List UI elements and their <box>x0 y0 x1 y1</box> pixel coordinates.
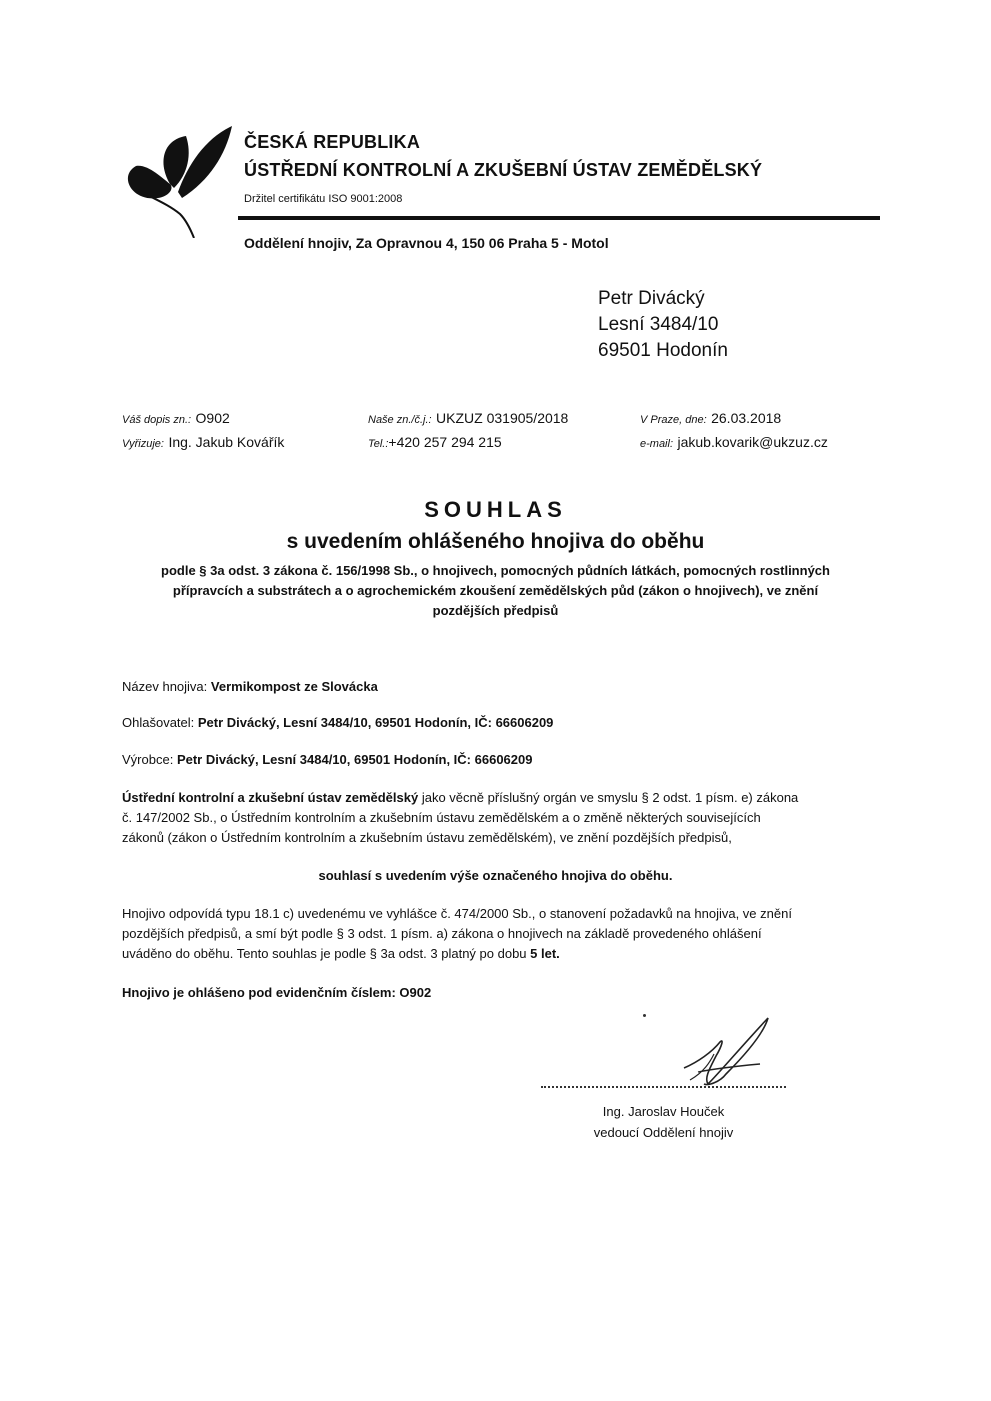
authority-paragraph <box>122 788 892 848</box>
producer-value: Petr Divácký, Lesní 3484/10, 69501 Hodonín, IČ: 66606209 <box>176 752 533 767</box>
phone-value: +420 257 294 215 <box>388 434 502 450</box>
recipient-city: 69501 Hodonín <box>598 340 728 361</box>
signer-position: vedoucí Oddělení hnojiv <box>593 1125 734 1140</box>
document-subtitle: s uvedením ohlášeného hnojiva do oběhu <box>286 530 705 553</box>
header-divider <box>238 216 880 220</box>
type-text: pozdějších předpisů, a smí být podle § 3 odst. 1 písm. a) zákona o hnojivech na základě provedeného ohlášení <box>122 926 762 941</box>
recipient-name: Petr Divácký <box>598 288 705 309</box>
validity-period: 5 let. <box>530 946 560 961</box>
handled-by-label: Vyřizuje: <box>122 438 164 450</box>
type-text: Hnojivo odpovídá typu 18.1 c) uvedenému ve vyhlášce č. 474/2000 Sb., o stanovení požadavků na hnojiva, ve znění <box>122 906 792 921</box>
department-address: Oddělení hnojiv, Za Opravnou 4, 150 06 Praha 5 - Motol <box>244 235 609 251</box>
legal-basis <box>120 561 871 621</box>
document-title: SOUHLAS <box>424 497 567 522</box>
your-letter-value: O902 <box>195 410 230 426</box>
fertilizer-name-row <box>122 677 378 697</box>
handled-by <box>122 434 284 452</box>
authority-text: č. 147/2002 Sb., o Ústředním kontrolním a zkušebním ústavu zemědělském a o změně některých souvisejících <box>122 810 761 825</box>
notifier-value: Petr Divácký, Lesní 3484/10, 69501 Hodonín, IČ: 66606209 <box>197 715 554 730</box>
notifier-label: Ohlašovatel: <box>122 715 195 730</box>
place-date <box>640 410 781 428</box>
email-value: jakub.kovarik@ukzuz.cz <box>677 434 828 450</box>
your-letter-label: Váš dopis zn.: <box>122 414 192 426</box>
fertilizer-label: Název hnojiva: <box>122 679 208 694</box>
producer-row <box>122 750 532 770</box>
certificate-note: Držitel certifikátu ISO 9001:2008 <box>244 193 403 205</box>
legal-basis-line: pozdějších předpisů <box>432 603 559 618</box>
consent-statement: souhlasí s uvedením výše označeného hnojiva do oběhu. <box>318 868 673 883</box>
authority-text: jako věcně příslušný orgán ve smyslu § 2 odst. 1 písm. e) zákona <box>421 790 799 805</box>
institute-name: ÚSTŘEDNÍ KONTROLNÍ A ZKUŠEBNÍ ÚSTAV ZEMĚDĚLSKÝ <box>244 160 763 180</box>
our-ref <box>368 410 568 428</box>
our-ref-label: Naše zn./č.j.: <box>368 414 432 426</box>
signer-name: Ing. Jaroslav Houček <box>602 1104 725 1119</box>
handled-by-value: Ing. Jakub Kovářík <box>168 434 285 450</box>
recipient-street: Lesní 3484/10 <box>598 314 719 335</box>
place-date-label: V Praze, dne: <box>640 414 707 426</box>
notifier-row <box>122 713 553 733</box>
type-text: uváděno do oběhu. Tento souhlas je podle § 3a odst. 3 platný po dobu <box>122 946 527 961</box>
type-paragraph <box>122 904 892 964</box>
phone <box>368 434 502 452</box>
email <box>640 434 828 452</box>
fertilizer-value: Vermikompost ze Slovácka <box>210 679 378 694</box>
legal-basis-line: přípravcích a substrátech a o agrochemickém zkoušení zemědělských půd (zákon o hnojivech), ve znění <box>172 583 819 598</box>
recipient-address <box>598 286 728 364</box>
place-date-value: 26.03.2018 <box>711 410 782 426</box>
signature-line <box>541 1086 786 1088</box>
authority-name: Ústřední kontrolní a zkušební ústav zemědělský <box>122 790 419 805</box>
handwritten-signature <box>668 1012 783 1092</box>
your-letter-ref <box>122 410 230 428</box>
ink-dot <box>643 1014 646 1017</box>
our-ref-value: UKZUZ 031905/2018 <box>436 410 569 426</box>
country-name: ČESKÁ REPUBLIKA <box>244 132 421 152</box>
authority-text: zákonů (zákon o Ústředním kontrolním a zkušebním ústavu zemědělském), ve znění pozdějších předpisů, <box>122 830 732 845</box>
leaf-logo-icon <box>118 118 238 238</box>
producer-label: Výrobce: <box>122 752 174 767</box>
registration-number: Hnojivo je ohlášeno pod evidenčním číslem: O902 <box>122 985 432 1000</box>
phone-label: Tel.: <box>368 438 389 450</box>
legal-basis-line: podle § 3a odst. 3 zákona č. 156/1998 Sb., o hnojivech, pomocných půdních látkách, pomocných rostlinných <box>161 563 830 578</box>
email-label: e-mail: <box>640 438 674 450</box>
signer-block <box>541 1101 786 1143</box>
